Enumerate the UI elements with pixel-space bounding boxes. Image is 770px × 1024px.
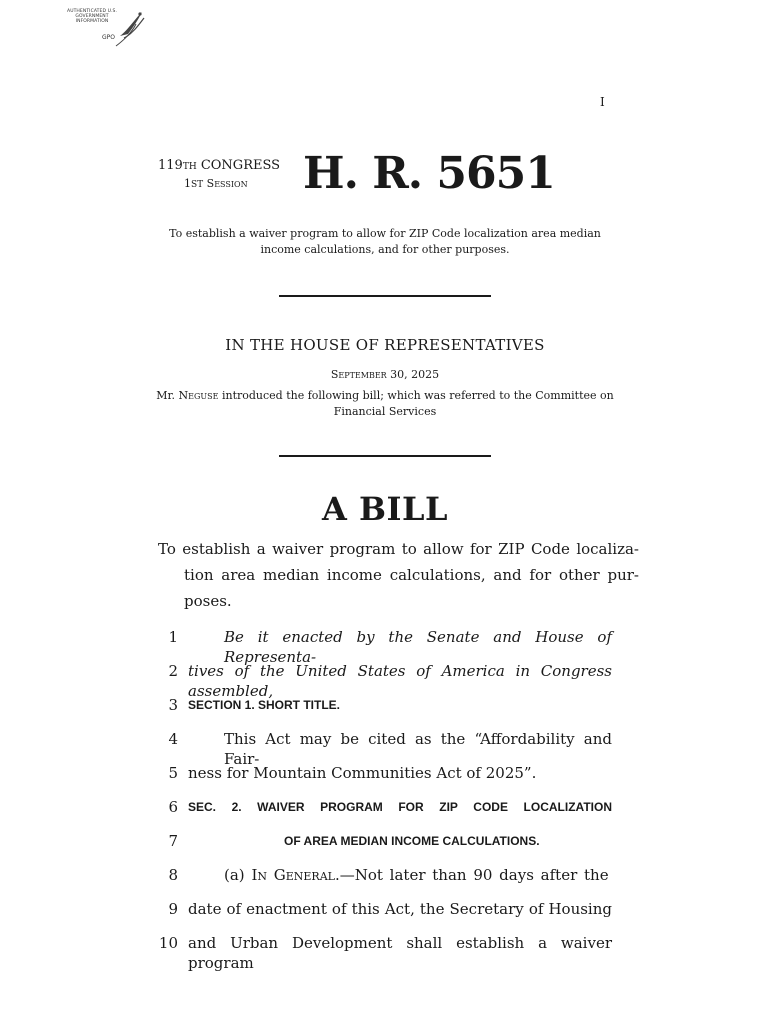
body-line bbox=[188, 865, 612, 885]
long-title: To establish a waiver program to allow for ZIP Code localiza-tion area median income calculations, and for other pur-poses. bbox=[158, 540, 639, 610]
gpo-authentication-seal bbox=[62, 6, 146, 48]
introduction-text: introduced the following bill; which was referred to the Committee on Financial Services bbox=[221, 389, 614, 418]
body-line: and Urban Development shall establish a waiver program bbox=[188, 934, 612, 972]
body-line: This Act may be cited as the “Affordability and Fair- bbox=[224, 730, 612, 768]
seal-text: AUTHENTICATED U.S. GOVERNMENT INFORMATION bbox=[67, 9, 117, 24]
section-heading: SECTION 1. SHORT TITLE. bbox=[188, 698, 341, 712]
session-number: 1 bbox=[184, 177, 191, 190]
divider-rule bbox=[279, 455, 491, 457]
line-number: 3 bbox=[168, 696, 178, 714]
line-number: 6 bbox=[168, 798, 178, 816]
section-heading: SEC. 2. WAIVER PROGRAM FOR ZIP CODE LOCALIZATION bbox=[188, 800, 612, 814]
line-number: 9 bbox=[168, 900, 178, 918]
sponsor-prefix: Mr. bbox=[156, 389, 176, 402]
line-number: 2 bbox=[168, 662, 178, 680]
enacting-clause-line: Be it enacted by the Senate and House of Representa- bbox=[224, 628, 612, 666]
introduction-date: September 30, 2025 bbox=[330, 368, 440, 381]
session-word: Session bbox=[206, 177, 248, 190]
line-number: 10 bbox=[158, 934, 178, 952]
congress-line bbox=[158, 157, 288, 176]
line-number: 5 bbox=[168, 764, 178, 782]
introduction-statement bbox=[150, 388, 620, 420]
session-suffix: ST bbox=[191, 180, 204, 190]
body-line: ness for Mountain Communities Act of 2025”. bbox=[188, 764, 537, 782]
seal-gpo-label: GPO bbox=[102, 34, 115, 41]
divider-rule bbox=[279, 295, 491, 297]
bill-title: A BILL bbox=[322, 490, 448, 528]
subsection-label: (a) bbox=[224, 866, 245, 884]
congress-suffix: TH bbox=[182, 162, 197, 172]
bill-number: H. R. 5651 bbox=[303, 148, 555, 199]
house-heading: IN THE HOUSE OF REPRESENTATIVES bbox=[225, 336, 545, 354]
line-number: 1 bbox=[168, 628, 178, 646]
sponsor-name: Neguse bbox=[178, 389, 219, 402]
subsection-text: —Not later than 90 days after the bbox=[339, 866, 609, 884]
section-heading-continued: OF AREA MEDIAN INCOME CALCULATIONS. bbox=[284, 834, 540, 848]
congress-word: CONGRESS bbox=[200, 158, 281, 173]
page-number: I bbox=[600, 95, 605, 109]
congress-number: 119 bbox=[158, 158, 183, 173]
session-line bbox=[158, 176, 288, 193]
subsection-heading: In General. bbox=[251, 866, 340, 884]
enacting-clause-line: tives of the United States of America in Congress assembled, bbox=[188, 662, 612, 700]
line-number: 8 bbox=[168, 866, 178, 884]
congress-session-block bbox=[158, 157, 288, 193]
short-purpose: To establish a waiver program to allow for ZIP Code localization area median income calculations, and for other purposes. bbox=[169, 227, 601, 256]
body-line: date of enactment of this Act, the Secretary of Housing bbox=[188, 900, 612, 918]
line-number: 4 bbox=[168, 730, 178, 748]
line-number: 7 bbox=[168, 832, 178, 850]
